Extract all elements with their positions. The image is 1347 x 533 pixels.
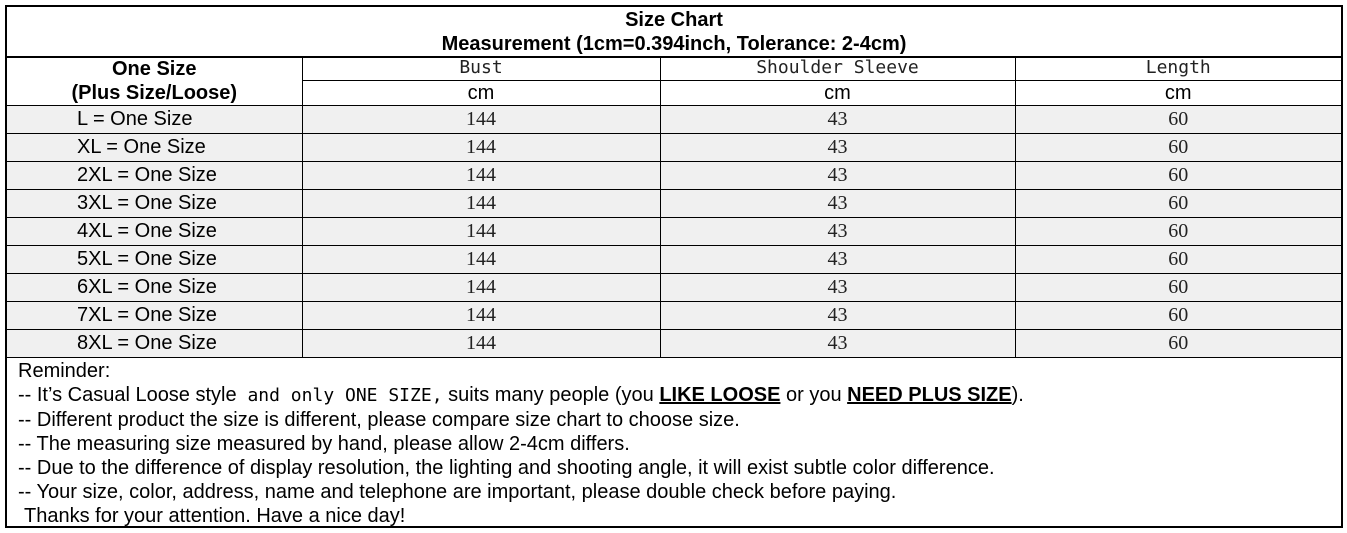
reminder-heading: Reminder: [18, 360, 111, 382]
length-cell: 60 [1015, 106, 1341, 134]
size-header-line1: One Size [112, 57, 197, 80]
table-row [7, 330, 1341, 358]
length-cell: 60 [1015, 274, 1341, 302]
size-cell: 5XL = One Size [7, 246, 302, 274]
bust-cell: 144 [302, 162, 660, 190]
bust-cell: 144 [302, 106, 660, 134]
table-row [7, 162, 1341, 190]
table-row [7, 190, 1341, 218]
bust-cell: 144 [302, 246, 660, 274]
bust-cell: 144 [302, 302, 660, 330]
thanks-line: Thanks for your attention. Have a nice day! [24, 505, 406, 527]
like-loose-emphasis: LIKE LOOSE [659, 384, 781, 406]
header-row [7, 56, 1341, 81]
reminder-line-1-text-e: or you [780, 384, 848, 406]
reminder-line-3: -- The measuring size measured by hand, please allow 2-4cm differs. [18, 433, 630, 455]
size-table [7, 56, 1341, 358]
length-cell: 60 [1015, 218, 1341, 246]
table-row [7, 274, 1341, 302]
size-cell: XL = One Size [7, 134, 302, 162]
reminder-section [18, 359, 1328, 528]
reminder-line-4: -- Due to the difference of display resolution, the lighting and shooting angle, it will exist subtle color difference. [18, 457, 995, 479]
size-header-line2: (Plus Size/Loose) [71, 81, 238, 104]
size-chart-frame [5, 5, 1343, 528]
bust-cell: 144 [302, 274, 660, 302]
shoulder-sleeve-cell: 43 [660, 218, 1015, 246]
table-row [7, 134, 1341, 162]
reminder-line-1-text-g: ). [1011, 384, 1024, 406]
table-row [7, 302, 1341, 330]
shoulder-sleeve-cell: 43 [660, 162, 1015, 190]
unit-length: cm [1015, 81, 1341, 106]
length-cell: 60 [1015, 190, 1341, 218]
length-cell: 60 [1015, 246, 1341, 274]
bust-cell: 144 [302, 134, 660, 162]
bust-cell: 144 [302, 330, 660, 358]
shoulder-sleeve-cell: 43 [660, 134, 1015, 162]
shoulder-sleeve-cell: 43 [660, 106, 1015, 134]
shoulder-sleeve-cell: 43 [660, 302, 1015, 330]
size-cell: 2XL = One Size [7, 162, 302, 190]
need-plus-size-emphasis: NEED PLUS SIZE [847, 384, 1012, 406]
chart-title: Size Chart [625, 9, 723, 31]
length-cell: 60 [1015, 330, 1341, 358]
column-header-bust: Bust [302, 56, 660, 81]
size-cell: 6XL = One Size [7, 274, 302, 302]
column-header-length: Length [1015, 56, 1341, 81]
bust-cell: 144 [302, 190, 660, 218]
shoulder-sleeve-cell: 43 [660, 330, 1015, 358]
table-row [7, 218, 1341, 246]
size-cell: 8XL = One Size [7, 330, 302, 358]
reminder-line-1 [18, 383, 1328, 408]
reminder-line-1-text-b: and only ONE SIZE, [236, 385, 443, 406]
size-cell: 4XL = One Size [7, 218, 302, 246]
size-column-header [7, 56, 302, 106]
bust-cell: 144 [302, 218, 660, 246]
table-row [7, 106, 1341, 134]
chart-header [7, 7, 1341, 58]
size-cell: 7XL = One Size [7, 302, 302, 330]
reminder-line-5: -- Your size, color, address, name and telephone are important, please double check before paying. [18, 481, 897, 503]
table-row [7, 246, 1341, 274]
column-header-shoulder-sleeve: Shoulder Sleeve [660, 56, 1015, 81]
reminder-line-2: -- Different product the size is different, please compare size chart to choose size. [18, 409, 740, 431]
size-cell: 3XL = One Size [7, 190, 302, 218]
reminder-line-1-text-a: -- It’s Casual Loose style [18, 384, 237, 406]
chart-subtitle: Measurement (1cm=0.394inch, Tolerance: 2-4cm) [441, 33, 907, 55]
shoulder-sleeve-cell: 43 [660, 274, 1015, 302]
unit-bust: cm [302, 81, 660, 106]
shoulder-sleeve-cell: 43 [660, 190, 1015, 218]
unit-shoulder-sleeve: cm [660, 81, 1015, 106]
length-cell: 60 [1015, 134, 1341, 162]
length-cell: 60 [1015, 162, 1341, 190]
shoulder-sleeve-cell: 43 [660, 246, 1015, 274]
length-cell: 60 [1015, 302, 1341, 330]
reminder-line-1-text-c: suits many people (you [442, 384, 660, 406]
size-cell: L = One Size [7, 106, 302, 134]
